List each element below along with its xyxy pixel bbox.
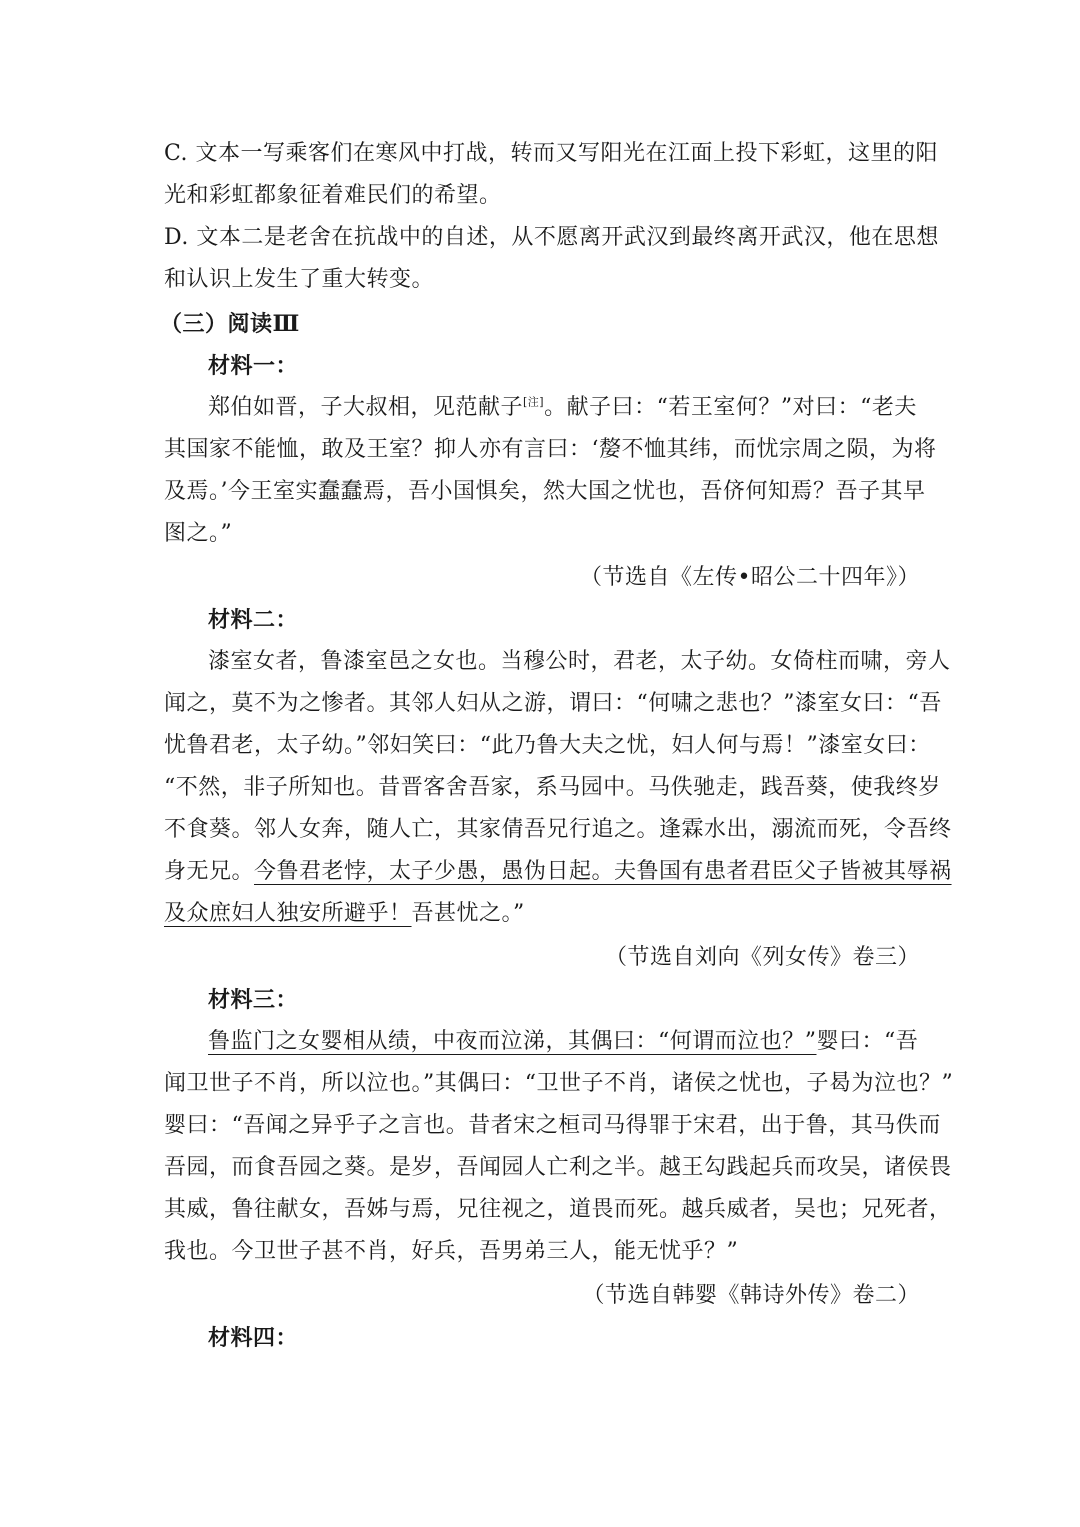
material-1-heading: 材料一： (208, 353, 299, 379)
material-2-heading: 材料二： (208, 607, 299, 633)
material-1-line-1 (208, 393, 924, 423)
option-d-line-2: 和认识上发生了重大转变。 (164, 267, 435, 292)
material-2-line-3: 忧鲁君老，太子幼。”邻妇笑曰：“此乃鲁大夫之忧，妇人何与焉！”漆室女曰： (164, 733, 931, 758)
material-1-line-3: 及焉。’今王室实蠢蠢焉，吾小国惧矣，然大国之忧也，吾侪何知焉？吾子其早 (164, 479, 926, 504)
material-3-line-1-plain: 婴曰：“吾 (816, 1029, 919, 1054)
material-1-line-4: 图之。” (164, 521, 233, 546)
material-3-line-1 (208, 1027, 924, 1057)
material-3-line-6: 我也。今卫世子甚不肖，好兵，吾男弟三人，能无忧乎？” (164, 1239, 739, 1264)
material-1-line-1-end: 。献子曰：“若王室何？”对曰：“老夫 (544, 395, 917, 420)
option-c-line-1: C. 文本一写乘客们在寒风中打战，转而又写阳光在江面上投下彩虹，这里的阳 (164, 141, 939, 166)
material-1-line-2: 其国家不能恤，敢及王室？抑人亦有言曰：‘嫠不恤其纬，而忧宗周之陨，为将 (164, 437, 937, 462)
material-3-underlined-sentence: 鲁监门之女婴相从绩，中夜而泣涕，其偶曰：“何谓而泣也？” (208, 1029, 817, 1054)
material-2-underlined-sentence-b: 及众庶妇人独安所避乎！ (164, 901, 412, 926)
material-2-source: （节选自刘向《列女传》卷三） (604, 945, 920, 970)
material-1-line-1-start: 郑伯如晋，子大叔相，见范献子 (208, 395, 524, 420)
material-2-line-7 (164, 899, 924, 929)
material-3-source: （节选自韩婴《韩诗外传》卷二） (582, 1283, 920, 1308)
option-c-line-2: 光和彩虹都象征着难民们的希望。 (164, 183, 502, 208)
material-2-underlined-sentence-a: 今鲁君老悖，太子少愚，愚伪日起。夫鲁国有患者君臣父子皆被其辱祸 (254, 859, 952, 884)
section-heading: （三）阅读Ⅲ (160, 311, 300, 337)
material-3-line-5: 其威，鲁往献女，吾姊与焉，兄往视之，道畏而死。越兵威者，吴也；兄死者， (164, 1197, 952, 1222)
material-4-heading: 材料四： (208, 1325, 299, 1351)
material-2-line-6 (164, 857, 952, 887)
option-d-line-1: D. 文本二是老舍在抗战中的自述，从不愿离开武汉到最终离开武汉，他在思想 (164, 225, 939, 250)
material-1-source: （节选自《左传•昭公二十四年》） (580, 565, 920, 590)
material-2-line-2: 闻之，莫不为之惨者。其邻人妇从之游，谓曰：“何啸之悲也？”漆室女曰：“吾 (164, 691, 942, 716)
material-3-line-4: 吾园，而食吾园之葵。是岁，吾闻园人亡利之半。越王勾践起兵而攻吴，诸侯畏 (164, 1155, 952, 1180)
material-3-line-3: 婴曰：“吾闻之异乎子之言也。昔者宋之桓司马得罪于宋君，出于鲁，其马佚而 (164, 1113, 941, 1138)
material-2-line-5: 不食葵。邻人女奔，随人亡，其家倩吾兄行追之。逢霖水出，溺流而死，令吾终 (164, 817, 952, 842)
material-3-line-2: 闻卫世子不肖，所以泣也。”其偶曰：“卫世子不肖，诸侯之忧也，子曷为泣也？” (164, 1071, 954, 1096)
note-marker: [注] (523, 395, 545, 409)
material-2-line-4: “不然，非子所知也。昔晋客舍吾家，系马园中。马佚驰走，践吾葵，使我终岁 (164, 775, 941, 800)
material-2-line-7-plain: 吾甚忧之。” (411, 901, 525, 926)
material-2-line-1: 漆室女者，鲁漆室邑之女也。当穆公时，君老，太子幼。女倚柱而啸，旁人 (208, 649, 951, 674)
material-2-line-6-plain: 身无兄。 (164, 859, 255, 884)
material-3-heading: 材料三： (208, 987, 299, 1013)
